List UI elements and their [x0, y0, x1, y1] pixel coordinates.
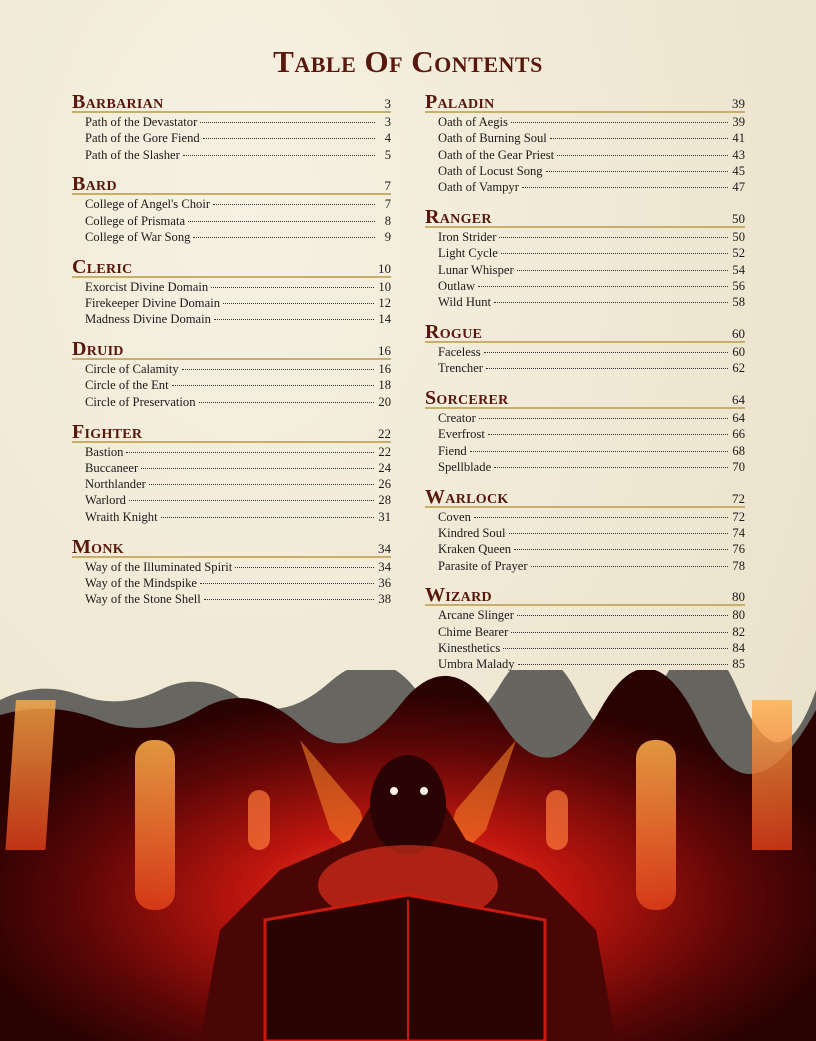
toc-column-left [72, 92, 391, 619]
entry-label[interactable]: Exorcist Divine Domain [85, 279, 209, 294]
entry-page-number: 68 [732, 443, 745, 458]
entry-label[interactable]: Light Cycle [438, 246, 498, 261]
entry-label[interactable]: Oath of the Gear Priest [438, 147, 555, 162]
toc-entry[interactable] [85, 311, 391, 327]
section-heading[interactable] [425, 487, 745, 508]
dot-leader [546, 171, 729, 172]
section-heading[interactable] [72, 174, 391, 195]
entry-label[interactable]: Path of the Slasher [85, 147, 180, 162]
section-heading[interactable] [72, 339, 391, 360]
entry-label[interactable]: Path of the Devastator [85, 115, 198, 129]
toc-entry[interactable] [438, 245, 745, 261]
toc-entry[interactable] [85, 460, 391, 476]
section-title[interactable]: Paladin [425, 91, 495, 113]
toc-entry[interactable] [438, 130, 745, 146]
dot-leader [478, 286, 728, 287]
entry-label[interactable]: Wraith Knight [85, 509, 158, 524]
entry-page-number: 24 [378, 460, 391, 475]
entry-label[interactable]: Northlander [85, 477, 146, 492]
toc-entry[interactable] [438, 509, 745, 525]
entry-page-number: 43 [732, 147, 745, 162]
toc-section-warlock [425, 487, 745, 574]
dot-leader [550, 138, 729, 139]
entry-page-number: 72 [732, 509, 745, 524]
dot-leader [474, 517, 729, 518]
section-title[interactable]: Druid [72, 338, 124, 361]
entry-label[interactable]: Iron Strider [438, 229, 497, 244]
toc-entry[interactable] [85, 394, 391, 410]
toc-entry[interactable] [438, 179, 745, 195]
entry-page-number: 45 [732, 163, 745, 178]
toc-entry[interactable] [438, 278, 745, 294]
dot-leader [501, 253, 729, 254]
dot-leader [213, 204, 375, 205]
dot-leader [531, 566, 729, 567]
toc-entry[interactable] [438, 426, 745, 442]
section-page-number: 50 [732, 210, 745, 226]
entry-page-number: 22 [378, 444, 391, 459]
dot-leader [484, 352, 729, 353]
toc-entry[interactable] [85, 213, 391, 229]
entry-label[interactable]: Everfrost [438, 427, 485, 442]
entry-label[interactable]: Spellblade [438, 459, 492, 474]
section-page-number: 80 [732, 589, 745, 605]
dot-leader [182, 369, 375, 370]
section-title[interactable]: Cleric [72, 255, 133, 278]
toc-entry[interactable] [85, 279, 391, 295]
toc-entry[interactable] [438, 558, 745, 574]
entry-page-number: 18 [378, 378, 391, 393]
entry-page-number: 58 [732, 295, 745, 310]
dot-leader [511, 122, 728, 123]
entry-label[interactable]: Way of the Illuminated Spirit [85, 559, 233, 574]
entry-label[interactable]: Kindred Soul [438, 526, 506, 541]
entry-page-number: 41 [732, 131, 745, 146]
dot-leader [494, 467, 728, 468]
entry-page-number: 85 [732, 657, 745, 672]
entry-page-number: 84 [732, 641, 745, 656]
section-title[interactable]: Rogue [425, 320, 483, 343]
entry-page-number: 80 [732, 608, 745, 623]
entry-page-number: 3 [384, 115, 391, 129]
toc-section-monk [72, 537, 391, 608]
toc-section-cleric [72, 257, 391, 328]
dot-leader [188, 221, 375, 222]
toc-section-wizard [425, 585, 745, 672]
entry-page-number: 9 [384, 229, 391, 244]
entry-label[interactable]: Way of the Stone Shell [85, 592, 201, 607]
toc-entry[interactable] [85, 295, 391, 311]
entry-label[interactable]: Coven [438, 509, 471, 524]
entry-label[interactable]: Bastion [85, 444, 124, 459]
toc-entry[interactable] [438, 624, 745, 640]
entry-label[interactable]: Umbra Malady [438, 657, 515, 672]
entry-page-number: 8 [384, 213, 391, 228]
entry-label[interactable]: Wild Hunt [438, 295, 492, 310]
entry-page-number: 62 [732, 361, 745, 376]
entry-page-number: 74 [732, 526, 745, 541]
toc-entry[interactable] [85, 492, 391, 508]
entry-label[interactable]: Circle of the Ent [85, 378, 169, 393]
dot-leader [522, 187, 728, 188]
entry-page-number: 47 [732, 180, 745, 195]
dot-leader [514, 549, 728, 550]
entry-page-number: 70 [732, 459, 745, 474]
section-title[interactable]: Sorcerer [425, 387, 509, 410]
section-heading[interactable] [425, 322, 745, 343]
section-page-number: 39 [732, 96, 745, 111]
dot-leader [141, 468, 374, 469]
page-title: Table Of Contents [273, 44, 543, 79]
entry-page-number: 20 [378, 394, 391, 409]
toc-entry[interactable] [438, 229, 745, 245]
entry-label[interactable]: Parasite of Prayer [438, 558, 528, 573]
entry-label[interactable]: Circle of Preservation [85, 394, 196, 409]
dot-leader [129, 500, 374, 501]
entry-label[interactable]: Fiend [438, 443, 467, 458]
toc-entry[interactable] [438, 294, 745, 310]
toc-column-right [425, 92, 745, 684]
entry-page-number: 66 [732, 427, 745, 442]
toc-entry[interactable] [85, 196, 391, 212]
section-heading[interactable] [72, 92, 391, 113]
section-page-number: 3 [384, 96, 391, 111]
toc-entry[interactable] [438, 640, 745, 656]
toc-entry[interactable] [438, 360, 745, 376]
dot-leader [204, 599, 375, 600]
section-title[interactable]: Ranger [425, 205, 492, 228]
entry-page-number: 31 [378, 509, 391, 524]
entry-label[interactable]: Oath of Locust Song [438, 163, 543, 178]
entry-label[interactable]: Oath of Burning Soul [438, 131, 547, 146]
section-title[interactable]: Bard [72, 173, 117, 196]
toc-entry[interactable] [85, 476, 391, 492]
section-page-number: 7 [384, 178, 391, 194]
dot-leader [211, 287, 374, 288]
section-heading[interactable] [425, 585, 745, 606]
entry-label[interactable]: College of Prismata [85, 213, 186, 228]
entry-page-number: 28 [378, 493, 391, 508]
toc-entry[interactable] [85, 361, 391, 377]
entry-label[interactable]: Creator [438, 411, 476, 426]
entry-page-number: 82 [732, 624, 745, 639]
toc-section-barbarian [72, 92, 391, 163]
entry-page-number: 34 [378, 559, 391, 574]
dot-leader [161, 517, 375, 518]
toc-section-rogue [425, 322, 745, 377]
entry-page-number: 64 [732, 411, 745, 426]
entry-label[interactable]: Outlaw [438, 278, 476, 293]
entry-page-number: 16 [378, 362, 391, 377]
toc-section-fighter [72, 422, 391, 525]
dot-leader [486, 368, 728, 369]
dot-leader [511, 632, 728, 633]
entry-page-number: 5 [384, 147, 391, 162]
entry-page-number: 76 [732, 542, 745, 557]
entry-page-number: 38 [378, 592, 391, 607]
dot-leader [518, 664, 729, 665]
section-page-number: 10 [378, 260, 391, 276]
dot-leader [200, 122, 375, 123]
entry-label[interactable]: Oath of Vampyr [438, 180, 519, 195]
entry-label[interactable]: Arcane Slinger [438, 608, 514, 623]
section-heading[interactable] [425, 388, 745, 409]
dot-leader [149, 484, 375, 485]
section-page-number: 60 [732, 325, 745, 341]
entry-page-number: 54 [732, 262, 745, 277]
section-heading[interactable] [72, 537, 391, 558]
entry-label[interactable]: College of War Song [85, 229, 191, 244]
dot-leader [488, 434, 729, 435]
entry-label[interactable]: Oath of Aegis [438, 115, 508, 129]
toc-section-bard [72, 174, 391, 245]
entry-label[interactable]: Lunar Whisper [438, 262, 514, 277]
dot-leader [499, 237, 728, 238]
toc-entry[interactable] [438, 410, 745, 426]
entry-label[interactable]: Kinesthetics [438, 641, 501, 656]
toc-entry[interactable] [85, 509, 391, 525]
toc-section-druid [72, 339, 391, 410]
section-title[interactable]: Wizard [425, 584, 492, 607]
toc-entry[interactable] [85, 559, 391, 575]
toc-entry[interactable] [85, 130, 391, 146]
toc-entry[interactable] [438, 541, 745, 557]
section-page-number: 22 [378, 425, 391, 441]
toc-section-sorcerer [425, 388, 745, 475]
toc-entry[interactable] [438, 163, 745, 179]
dot-leader [193, 237, 375, 238]
toc-entry[interactable] [438, 525, 745, 541]
entry-label[interactable]: Buccaneer [85, 460, 139, 475]
toc-entry[interactable] [438, 443, 745, 459]
section-page-number: 34 [378, 540, 391, 556]
entry-label[interactable]: Kraken Queen [438, 542, 512, 557]
toc-section-paladin [425, 92, 745, 195]
entry-label[interactable]: Madness Divine Domain [85, 312, 211, 327]
entry-page-number: 36 [378, 575, 391, 590]
dot-leader [235, 567, 374, 568]
entry-label[interactable]: Circle of Calamity [85, 362, 179, 377]
toc-entry[interactable] [438, 114, 745, 130]
section-heading[interactable] [425, 92, 745, 113]
dot-leader [203, 138, 375, 139]
toc-entry[interactable] [85, 444, 391, 460]
entry-page-number: 52 [732, 246, 745, 261]
dot-leader [479, 418, 729, 419]
entry-label[interactable]: Way of the Mindspike [85, 575, 197, 590]
dot-leader [214, 319, 374, 320]
dot-leader [183, 155, 375, 156]
section-title[interactable]: Monk [72, 535, 124, 558]
entry-page-number: 56 [732, 278, 745, 293]
section-title[interactable]: Fighter [72, 420, 143, 443]
entry-page-number: 60 [732, 344, 745, 359]
entry-label[interactable]: Faceless [438, 344, 481, 359]
toc-entry[interactable] [438, 459, 745, 475]
entry-label[interactable]: Firekeeper Divine Domain [85, 296, 220, 311]
toc-entry[interactable] [438, 147, 745, 163]
toc-entry[interactable] [438, 344, 745, 360]
section-heading[interactable] [72, 257, 391, 278]
toc-entry[interactable] [85, 591, 391, 607]
dot-leader [494, 302, 728, 303]
toc-entry[interactable] [85, 114, 391, 130]
dot-leader [509, 533, 729, 534]
dot-leader [517, 270, 729, 271]
toc-entry[interactable] [438, 262, 745, 278]
toc-entry[interactable] [438, 607, 745, 623]
entry-label[interactable]: Trencher [438, 361, 484, 376]
section-title[interactable]: Warlock [425, 485, 509, 508]
toc-entry[interactable] [85, 575, 391, 591]
entry-label[interactable]: College of Angel's Choir [85, 197, 211, 212]
section-title[interactable]: Barbarian [72, 91, 164, 113]
entry-page-number: 7 [384, 197, 391, 212]
dot-leader [126, 452, 374, 453]
dot-leader [470, 451, 729, 452]
entry-label[interactable]: Chime Bearer [438, 624, 509, 639]
dot-leader [223, 303, 374, 304]
toc-entry[interactable] [85, 229, 391, 245]
dot-leader [503, 648, 728, 649]
entry-label[interactable]: Warlord [85, 493, 126, 508]
entry-page-number: 4 [384, 131, 391, 146]
entry-page-number: 14 [378, 312, 391, 327]
entry-page-number: 12 [378, 296, 391, 311]
dot-leader [517, 615, 729, 616]
section-page-number: 16 [378, 343, 391, 359]
toc-section-ranger [425, 207, 745, 310]
dot-leader [557, 155, 728, 156]
dot-leader [200, 583, 374, 584]
entry-label[interactable]: Path of the Gore Fiend [85, 131, 200, 146]
section-heading[interactable] [72, 422, 391, 443]
dot-leader [172, 385, 375, 386]
entry-page-number: 10 [378, 279, 391, 294]
toc-entry[interactable] [85, 147, 391, 163]
section-page-number: 64 [732, 392, 745, 408]
toc-entry[interactable] [85, 377, 391, 393]
entry-page-number: 78 [732, 558, 745, 573]
entry-page-number: 26 [378, 477, 391, 492]
demon-reading-book-illustration [0, 670, 816, 1041]
entry-page-number: 39 [732, 115, 745, 129]
section-page-number: 72 [732, 490, 745, 506]
dot-leader [199, 402, 375, 403]
section-heading[interactable] [425, 207, 745, 228]
entry-page-number: 50 [732, 229, 745, 244]
